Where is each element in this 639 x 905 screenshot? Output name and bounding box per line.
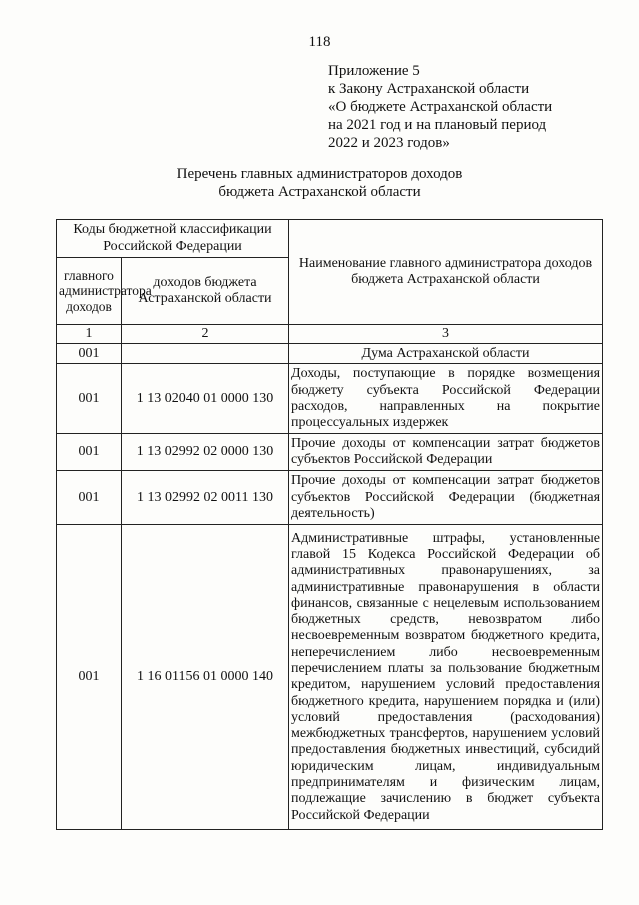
appendix-line: на 2021 год и на плановый период: [328, 117, 547, 133]
table-row: [57, 364, 603, 434]
table-row: [57, 525, 603, 830]
department-row: [57, 344, 603, 364]
row-revenue-name: Административные штрафы, установленные главой 15 Кодекса Российской Федерации об административных правонарушениях, за административные правонарушения в области финансов, связанные с нецелевым использованием бюджетных средств, невозвратом либо несвоевременным возвратом бюджетного кредита, неперечислением либо несвоевременным перечислением платы за пользование бюджетным кредитом, нарушением условий предоставления бюджетного кредита, нарушением порядка и (или) условий предоставления (расходования) межбюджетных трансфертов, нарушением условий предоставления бюджетных инвестиций, субсидий юридическим лицам, индивидуальным предпринимателям и физическим лицам, подлежащие зачислению в бюджет субъекта Российской Федерации: [289, 525, 603, 830]
row-revenue-code: 1 13 02992 02 0011 130: [122, 471, 289, 525]
row-admin-code: 001: [57, 434, 122, 471]
appendix-line: 2022 и 2023 годов»: [328, 135, 450, 151]
title-line: Перечень главных администраторов доходов: [176, 166, 463, 182]
appendix-line: к Закону Астраханской области: [328, 81, 530, 97]
appendix-line: Приложение 5: [328, 63, 420, 79]
title-line: бюджета Астраханской области: [218, 184, 421, 200]
revenue-admins-table: [56, 219, 603, 830]
row-revenue-code: 1 13 02992 02 0000 130: [122, 434, 289, 471]
column-number: 2: [122, 325, 289, 344]
table-row: [57, 471, 603, 525]
row-revenue-name: Доходы, поступающие в порядке возмещения бюджету субъекта Российской Федерации расходов, направленных на покрытие процессуальных издержек: [289, 364, 603, 434]
header-budget-revenue: доходов бюджета Астраханской области: [122, 258, 289, 325]
appendix-note: [328, 62, 552, 152]
department-name: Дума Астраханской области: [289, 344, 603, 364]
row-revenue-code: 1 13 02040 01 0000 130: [122, 364, 289, 434]
column-number: 1: [57, 325, 122, 344]
department-code: 001: [57, 344, 122, 364]
row-revenue-name: Прочие доходы от компенсации затрат бюджетов субъектов Российской Федерации (бюджетная деятельность): [289, 471, 603, 525]
appendix-line: «О бюджете Астраханской области: [328, 99, 553, 115]
empty-cell: [122, 344, 289, 364]
table-header-row: [57, 220, 603, 258]
header-admin-name: Наименование главного администратора доходов бюджета Астраханской области: [289, 220, 603, 325]
document-title: [0, 165, 639, 201]
column-numbers-row: [57, 325, 603, 344]
row-admin-code: 001: [57, 525, 122, 830]
table-row: [57, 434, 603, 471]
row-admin-code: 001: [57, 364, 122, 434]
header-main-admin: главного администратора доходов: [57, 258, 122, 325]
row-revenue-name: Прочие доходы от компенсации затрат бюджетов субъектов Российской Федерации: [289, 434, 603, 471]
column-number: 3: [289, 325, 603, 344]
row-revenue-code: 1 16 01156 01 0000 140: [122, 525, 289, 830]
header-codes: Коды бюджетной классификации Российской Федерации: [57, 220, 289, 258]
row-admin-code: 001: [57, 471, 122, 525]
page-number: 118: [308, 34, 331, 50]
